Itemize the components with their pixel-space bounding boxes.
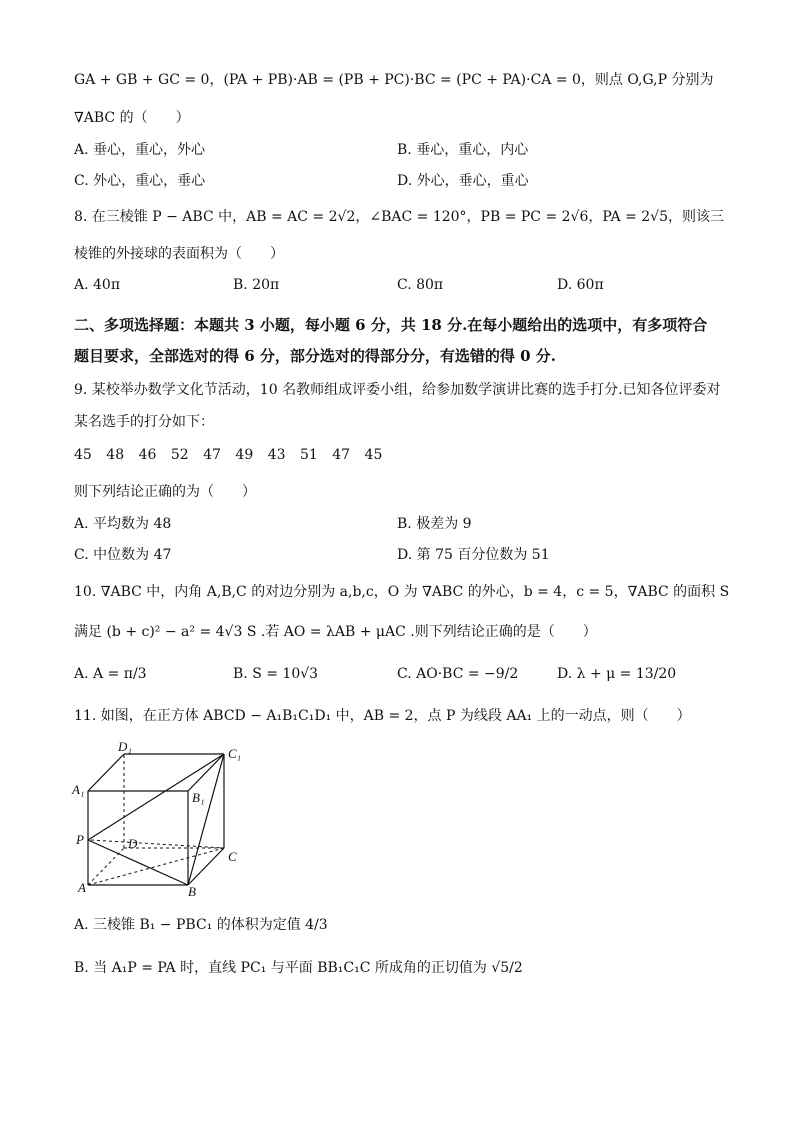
q9-scores <box>74 445 392 465</box>
score: 47 <box>203 447 221 463</box>
q8-option-a: A. 40π <box>74 277 121 293</box>
q9-option-b: B. 极差为 9 <box>397 516 472 532</box>
section2-heading-line2: 题目要求，全部选对的得 6 分，部分选对的得部分分，有选错的得 0 分. <box>74 347 556 365</box>
q9-option-c: C. 中位数为 47 <box>74 547 172 563</box>
score: 49 <box>235 447 254 463</box>
q11-option-b: B. 当 A₁P = PA 时，直线 PC₁ 与平面 BB₁C₁C 所成角的正切值为 √5/2 <box>74 960 523 976</box>
label-d: D <box>128 836 138 851</box>
q9-line1: 9. 某校举办数学文化节活动，10 名教师组成评委小组，给参加数学演讲比赛的选手打分.已知各位评委对 <box>74 382 721 398</box>
q10-option-b: B. S = 10√3 <box>233 666 319 682</box>
score: 51 <box>299 447 318 463</box>
q11-option-a: A. 三棱锥 B₁ − PBC₁ 的体积为定值 4/3 <box>74 917 328 933</box>
label-b1: B₁ <box>192 790 205 805</box>
label-a1: A₁ <box>72 782 85 797</box>
score: 45 <box>364 447 383 463</box>
label-p: P <box>76 832 84 847</box>
q8-option-b: B. 20π <box>233 277 280 293</box>
q7-option-b: B. 垂心，重心，内心 <box>397 142 529 158</box>
score: 47 <box>332 447 351 463</box>
q10-line1: 10. ∇ABC 中，内角 A,B,C 的对边分别为 a,b,c，O 为 ∇ABC 的外心，b = 4，c = 5，∇ABC 的面积 S <box>74 584 730 600</box>
q9-line2: 某名选手的打分如下： <box>74 414 214 430</box>
label-a: A <box>78 880 86 895</box>
score: 48 <box>106 447 125 463</box>
score: 52 <box>170 447 189 463</box>
q7-option-c: C. 外心，重心，垂心 <box>74 173 206 189</box>
label-b: B <box>188 884 196 899</box>
edge-a1d1 <box>88 754 124 791</box>
q8-line2: 棱锥的外接球的表面积为（ ） <box>74 246 284 262</box>
q8-line1: 8. 在三棱锥 P − ABC 中，AB = AC = 2√2，∠BAC = 120°，PB = PC = 2√6，PA = 2√5，则该三 <box>74 209 724 225</box>
q8-option-c: C. 80π <box>397 277 444 293</box>
edge-pb <box>88 840 188 885</box>
q9-option-d: D. 第 75 百分位数为 51 <box>397 547 550 563</box>
score: 46 <box>138 447 157 463</box>
score: 43 <box>267 447 286 463</box>
section2-heading-line1: 二、多项选择题：本题共 3 小题，每小题 6 分，共 18 分.在每小题给出的选项中，有多项符合 <box>74 316 708 334</box>
label-c: C <box>228 849 237 864</box>
hidden-edge-ac <box>88 848 224 885</box>
q10-line2: 满足 (b + c)² − a² = 4√3 S .若 AO = λAB + μAC .则下列结论正确的是（ ） <box>74 624 597 640</box>
q7-line1: GA + GB + GC = 0，(PA + PB)·AB = (PB + PC)·BC = (PC + PA)·CA = 0，则点 O,G,P 分别为 <box>74 72 714 88</box>
label-c1: C₁ <box>228 746 242 761</box>
cube-figure <box>68 740 248 900</box>
q10-option-c: C. AO·BC = −9/2 <box>397 666 519 682</box>
q7-option-d: D. 外心，垂心，重心 <box>397 173 529 189</box>
q7-option-a: A. 垂心，重心，外心 <box>74 142 206 158</box>
label-d1: D₁ <box>118 740 132 754</box>
hidden-edge-pc <box>91 840 224 848</box>
q10-option-d: D. λ + μ = 13/20 <box>557 666 677 682</box>
q7-line2: ∇ABC 的（ ） <box>74 110 190 126</box>
q8-option-d: D. 60π <box>557 277 604 293</box>
q9-prompt: 则下列结论正确的为（ ） <box>74 484 256 500</box>
q9-option-a: A. 平均数为 48 <box>74 516 172 532</box>
q11-line1: 11. 如图，在正方体 ABCD − A₁B₁C₁D₁ 中，AB = 2，点 P 为线段 AA₁ 上的一动点，则（ ） <box>74 708 691 724</box>
q10-option-a: A. A = π/3 <box>74 666 147 682</box>
score: 45 <box>74 447 92 463</box>
